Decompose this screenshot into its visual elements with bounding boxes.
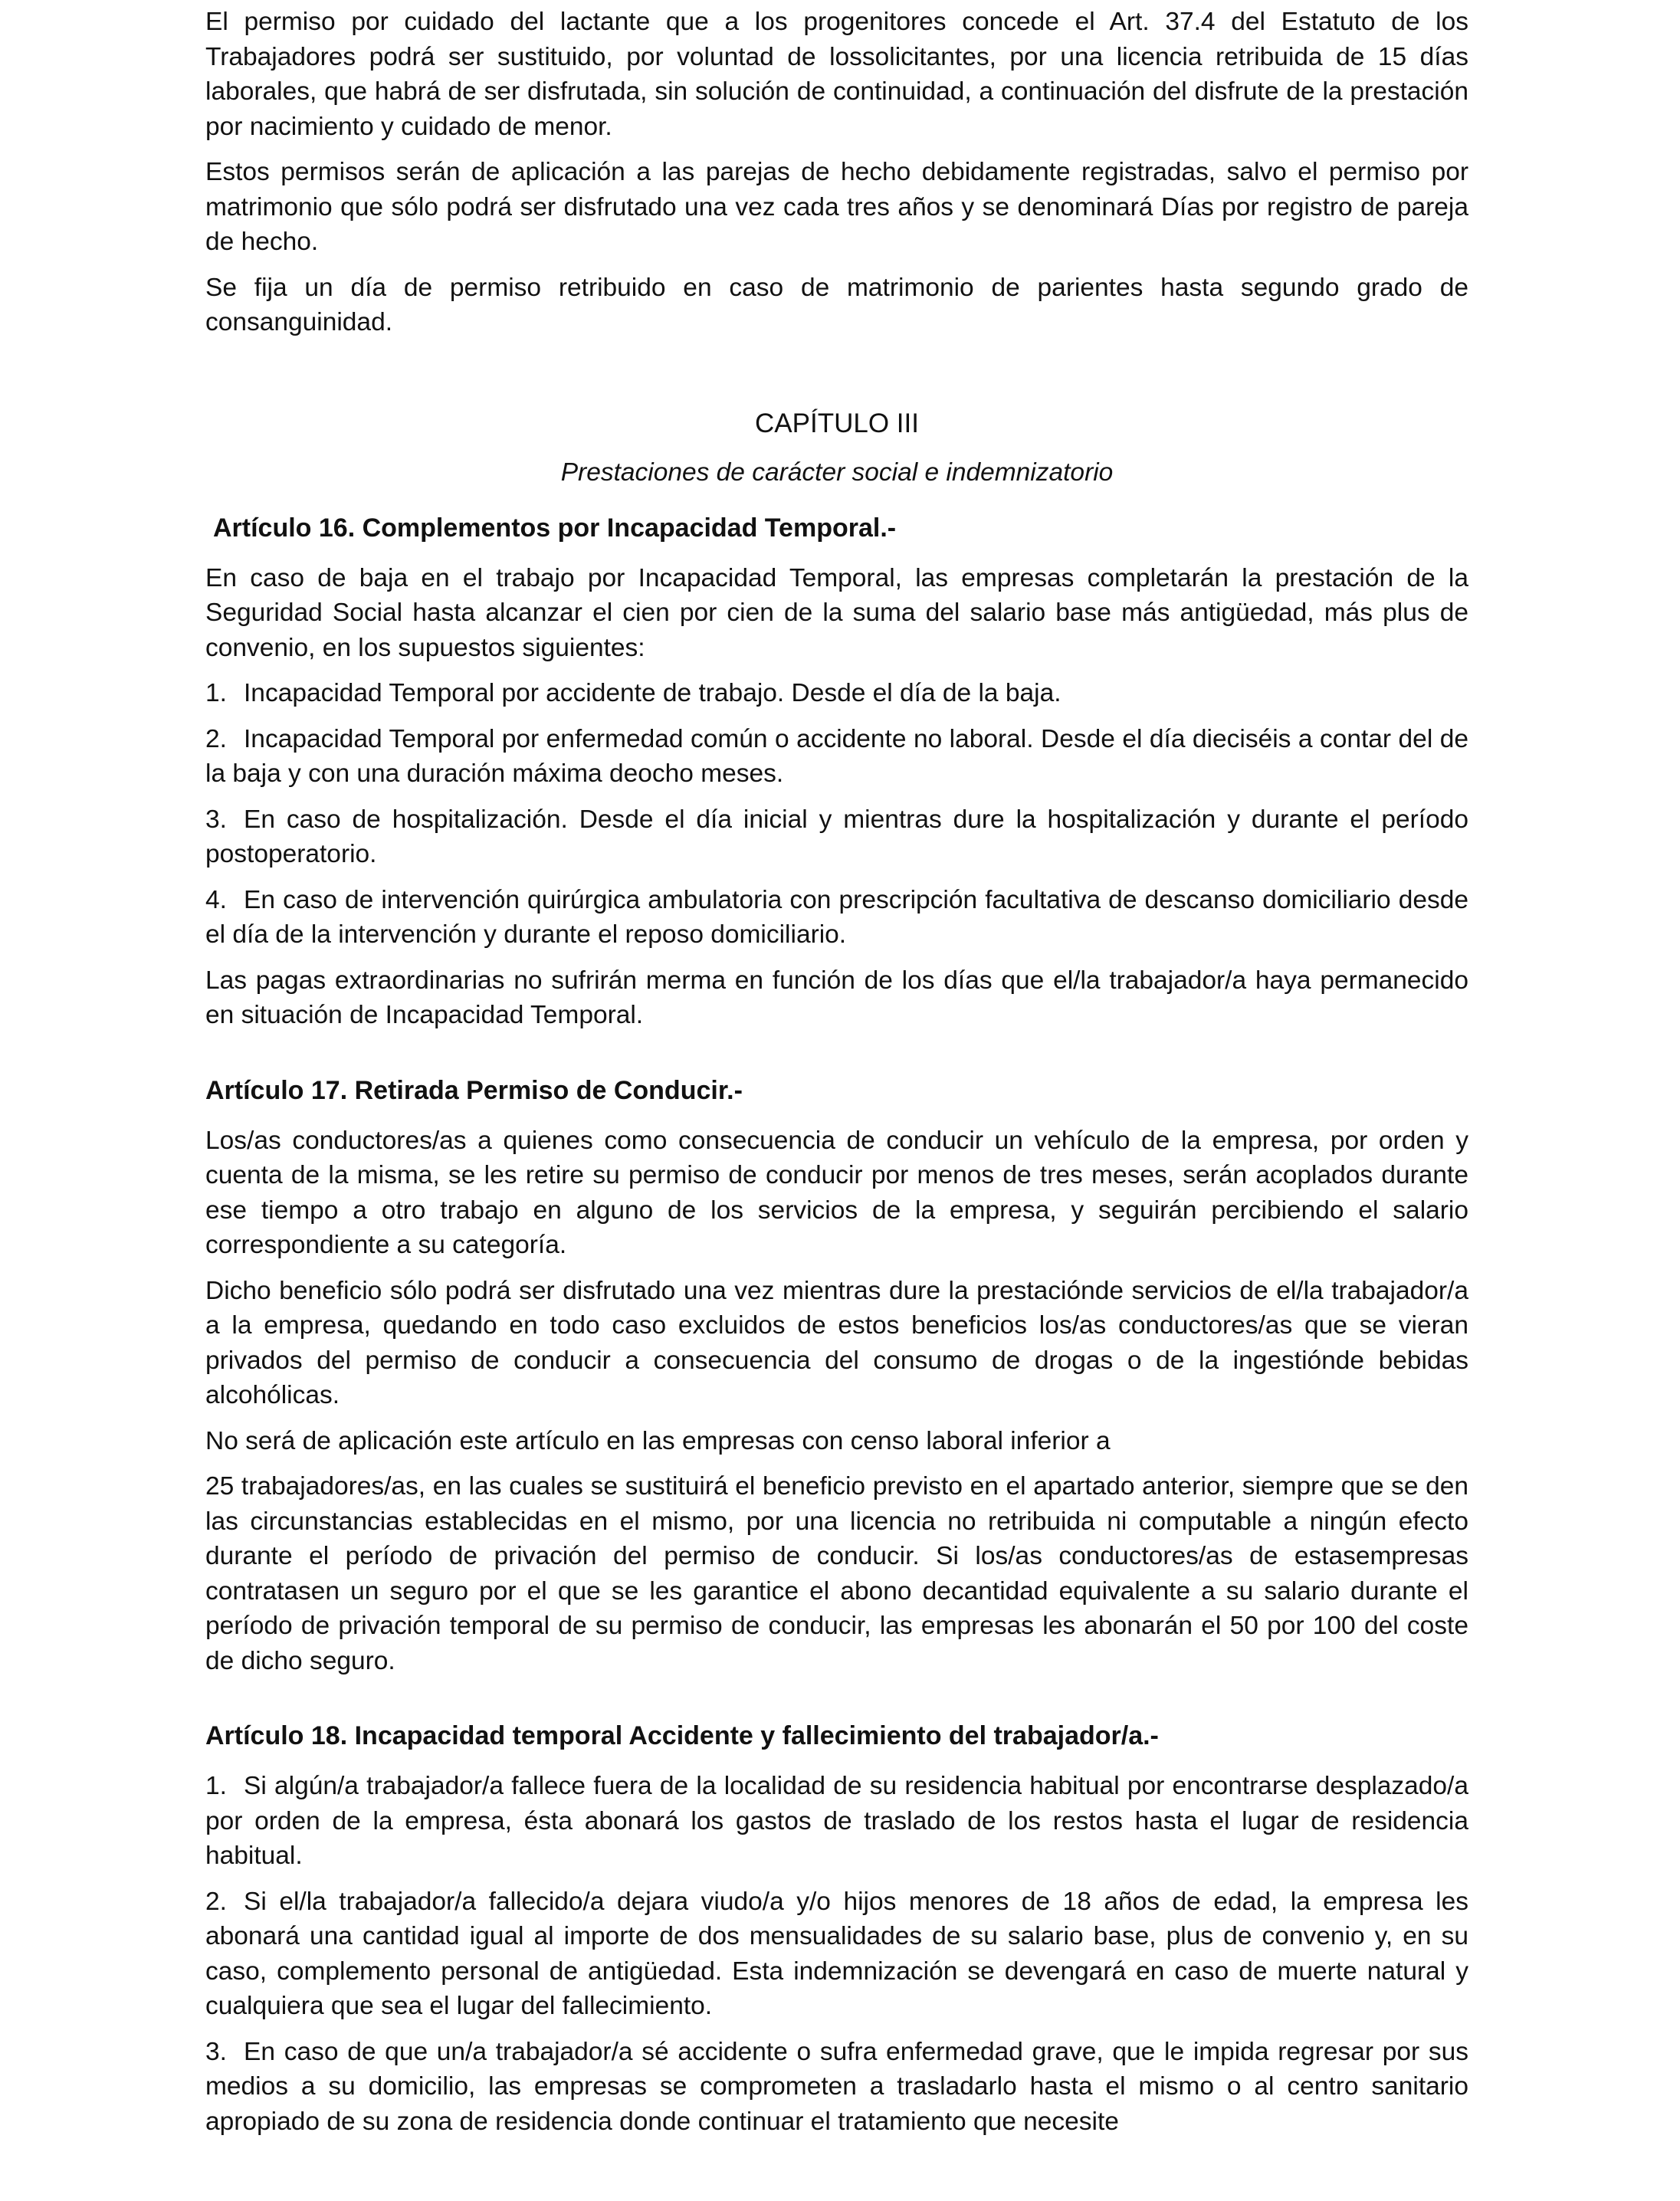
list-item-number: 2. xyxy=(205,724,227,753)
article-18-heading: Artículo 18. Incapacidad temporal Accidente y fallecimiento del trabajador/a.- xyxy=(205,1721,1159,1750)
list-item xyxy=(205,883,1468,953)
list-item-number: 3. xyxy=(205,805,227,834)
paragraph: Dicho beneficio sólo podrá ser disfrutado una vez mientras dure la prestaciónde servicios de el/la trabajador/a a la empresa, quedando en todo caso excluidos de estos beneficios los/as conductores/as que se vieran privados del permiso de conducir a consecuencia del consumo de drogas o de la ingestiónde bebidas alcohólicas. xyxy=(205,1276,1468,1409)
list-item-text: En caso de hospitalización. Desde el día inicial y mientras dure la hospitalización y durante el período postoperatorio. xyxy=(205,805,1468,868)
list-item-text: Incapacidad Temporal por accidente de trabajo. Desde el día de la baja. xyxy=(244,679,1061,707)
list-item-text: En caso de que un/a trabajador/a sé accidente o sufra enfermedad grave, que le impida regresar por sus medios a su domicilio, las empresas se comprometen a trasladarlo hasta el mismo o al centro sanitario apropiado de su zona de residencia donde continuar el tratamiento que necesite xyxy=(205,2037,1468,2136)
list-item xyxy=(205,1884,1468,2024)
article-16-heading: Artículo 16. Complementos por Incapacidad Temporal.- xyxy=(213,513,897,543)
list-item xyxy=(205,802,1468,872)
list-item xyxy=(205,722,1468,792)
paragraph: Se fija un día de permiso retribuido en caso de matrimonio de parientes hasta segundo grado de consanguinidad. xyxy=(205,273,1468,336)
list-item-number: 1. xyxy=(205,1772,227,1800)
list-item xyxy=(205,676,1468,711)
document-page xyxy=(205,5,1468,2139)
list-item-number: 2. xyxy=(205,1887,227,1916)
list-item-number: 3. xyxy=(205,2037,227,2066)
list-item-number: 1. xyxy=(205,679,227,707)
list-item xyxy=(205,1769,1468,1874)
chapter-subtitle: Prestaciones de carácter social e indemnizatorio xyxy=(560,458,1114,487)
paragraph: El permiso por cuidado del lactante que a los progenitores concede el Art. 37.4 del Estatuto de los Trabajadores podrá ser sustituido, por voluntad de lossolicitantes, por una licencia retribuida de 15 días laborales, que habrá de ser disfrutada, sin solución de continuidad, a continuación del disfrute de la prestación por nacimiento y cuidado de menor. xyxy=(205,8,1468,141)
list-item-text: En caso de intervención quirúrgica ambulatoria con prescripción facultativa de descanso domiciliario desde el día de la intervención y durante el reposo domiciliario. xyxy=(205,885,1468,949)
paragraph: Los/as conductores/as a quienes como consecuencia de conducir un vehículo de la empresa, por orden y cuenta de la misma, se les retire su permiso de conducir por menos de tres meses, serán acoplados durante ese tiempo a otro trabajo en alguno de los servicios de la empresa, y seguirán percibiendo el salario correspondiente a su categoría. xyxy=(205,1126,1468,1259)
paragraph: Las pagas extraordinarias no sufrirán merma en función de los días que el/la trabajador/a haya permanecido en situación de Incapacidad Temporal. xyxy=(205,966,1468,1029)
list-item-text: Si el/la trabajador/a fallecido/a dejara viudo/a y/o hijos menores de 18 años de edad, la empresa les abonará una cantidad igual al importe de dos mensualidades de su salario base, plus de convenio y, en su caso, complemento personal de antigüedad. Esta indemnización se devengará en caso de muerte natural y cualquiera que sea el lugar del fallecimiento. xyxy=(205,1887,1468,2020)
paragraph: No será de aplicación este artículo en las empresas con censo laboral inferior a xyxy=(205,1426,1111,1455)
paragraph: Estos permisos serán de aplicación a las parejas de hecho debidamente registradas, salvo el permiso por matrimonio que sólo podrá ser disfrutado una vez cada tres años y se denominará Días por registro de pareja de hecho. xyxy=(205,158,1468,256)
paragraph: 25 trabajadores/as, en las cuales se sustituirá el beneficio previsto en el apartado anterior, siempre que se den las circunstancias establecidas en el mismo, por una licencia no retribuida ni computable a ningún efecto durante el período de privación del permiso de conducir. Si los/as conductores/as de estasempresas contratasen un seguro por el que se les garantice el abono decantidad equivalente a su salario durante el período de privación temporal de su permiso de conducir, las empresas les abonarán el 50 por 100 del coste de dicho seguro. xyxy=(205,1472,1468,1675)
chapter-title: CAPÍTULO III xyxy=(755,408,919,438)
list-item-number: 4. xyxy=(205,885,227,914)
list-item-text: Incapacidad Temporal por enfermedad común o accidente no laboral. Desde el día dieciséis a contar del de la baja y con una duración máxima deocho meses. xyxy=(205,724,1468,788)
article-17-heading: Artículo 17. Retirada Permiso de Conducir.- xyxy=(205,1075,743,1105)
list-item-text: Si algún/a trabajador/a fallece fuera de la localidad de su residencia habitual por encontrarse desplazado/a por orden de la empresa, ésta abonará los gastos de traslado de los restos hasta el lugar de residencia habitual. xyxy=(205,1772,1468,1870)
paragraph: En caso de baja en el trabajo por Incapacidad Temporal, las empresas completarán la prestación de la Seguridad Social hasta alcanzar el cien por cien de la suma del salario base más antigüedad, más plus de convenio, en los supuestos siguientes: xyxy=(205,563,1468,662)
list-item xyxy=(205,2035,1468,2140)
